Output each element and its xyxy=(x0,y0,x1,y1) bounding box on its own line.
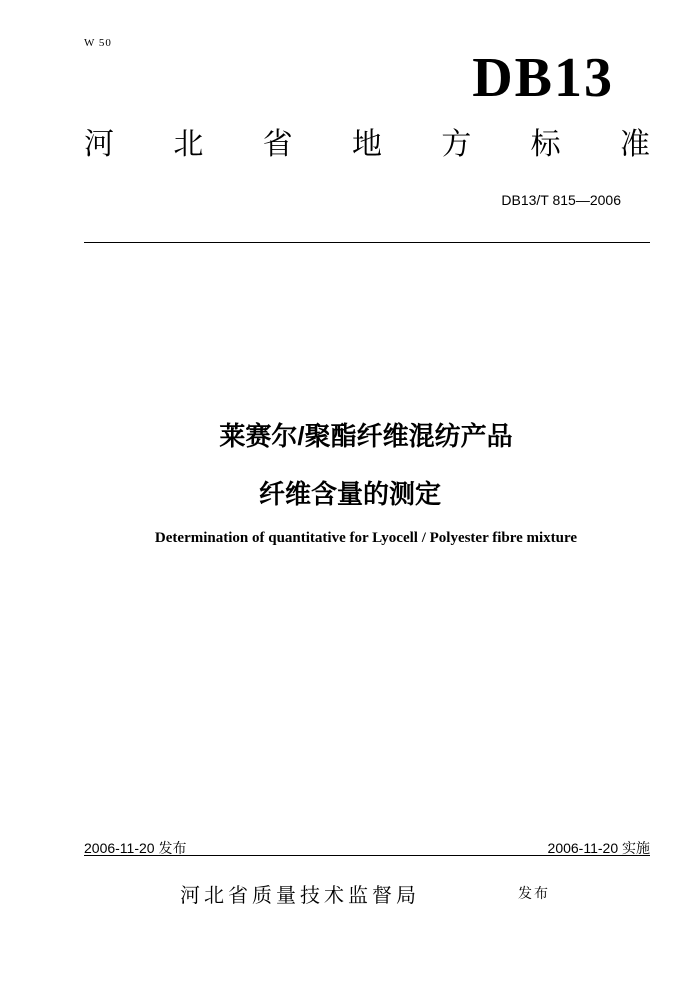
implementation-date: 2006-11-20 实施 xyxy=(547,840,650,856)
issuing-authority: 河北省质量技术监督局 xyxy=(180,885,420,907)
issuer-action: 发布 xyxy=(518,885,550,901)
standard-type-char: 准 xyxy=(619,128,650,161)
standard-type-char: 标 xyxy=(530,128,561,161)
standard-type-char: 河 xyxy=(84,128,114,161)
standard-type-char: 北 xyxy=(173,128,204,161)
standard-type-char: 地 xyxy=(351,128,382,161)
standard-type-char: 方 xyxy=(441,128,472,161)
issue-date: 2006-11-20 发布 xyxy=(84,840,187,856)
standard-number: DB13/T 815—2006 xyxy=(501,192,621,208)
title-zh-line-1: 莱赛尔/聚酯纤维混纺产品 xyxy=(219,421,513,451)
standard-type-heading xyxy=(84,130,650,160)
footer-divider xyxy=(84,855,650,856)
classification-code: W 50 xyxy=(84,37,112,49)
standard-type-char: 省 xyxy=(262,128,293,161)
title-zh-line-2: 纤维含量的测定 xyxy=(258,479,441,509)
header-divider xyxy=(84,242,650,243)
title-en: Determination of quantitative for Lyocell / Polyester fibre mixture xyxy=(154,530,578,546)
standard-logo: DB13 xyxy=(472,47,614,109)
